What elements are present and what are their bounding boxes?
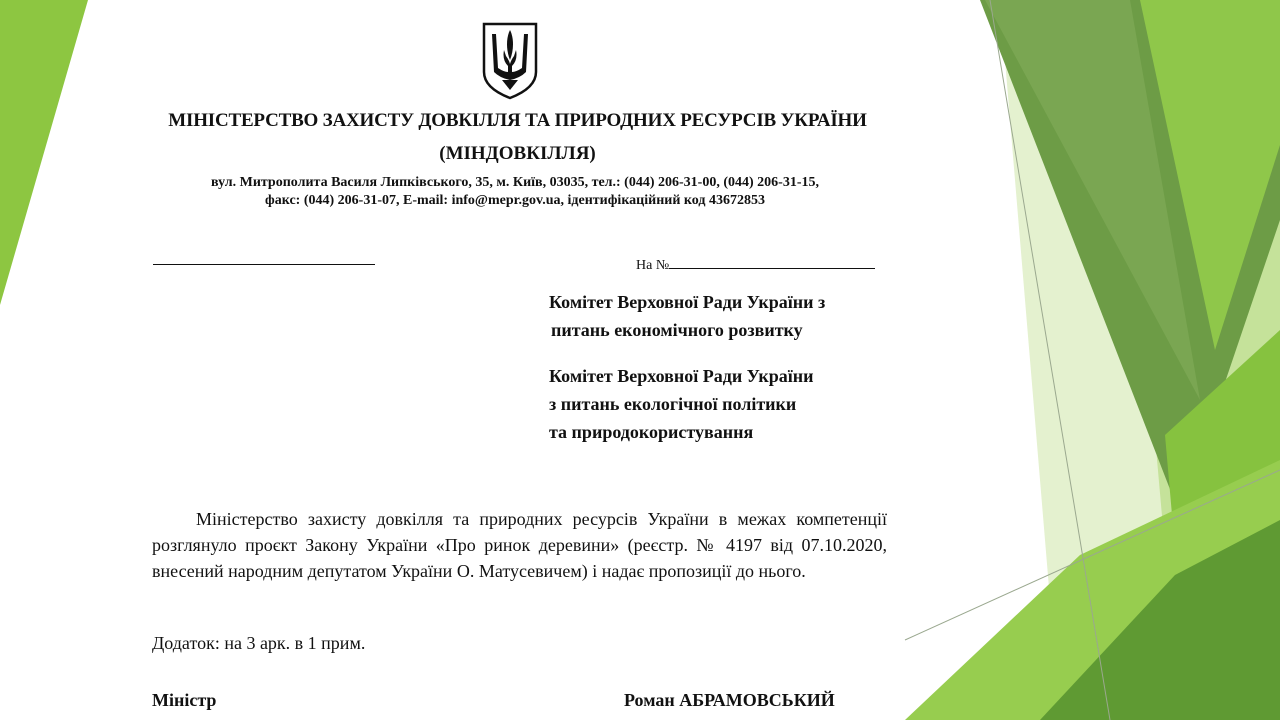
ministry-abbreviation: (МІНДОВКІЛЛЯ): [439, 143, 596, 164]
letter-body-paragraph: Міністерство захисту довкілля та природних ресурсів України в межах компетенції розглянуло проєкт Закону України «Про ринок деревини» (реєстр. № 4197 від 07.10.2020, внесений народним депутатом України О. Матусевичем) і надає пропозиції до нього.: [152, 509, 887, 581]
addressee-line: та природокористування: [549, 422, 754, 442]
reference-number: [636, 254, 875, 274]
attachment-note: Додаток: на 3 арк. в 1 прим.: [152, 633, 366, 653]
signatory-name: Роман АБРАМОВСЬКИЙ: [624, 690, 835, 710]
addressee-ecology-committee: [549, 362, 814, 446]
outgoing-number-blank: [153, 264, 375, 265]
ministry-name: МІНІСТЕРСТВО ЗАХИСТУ ДОВКІЛЛЯ ТА ПРИРОДНИХ РЕСУРСІВ УКРАЇНИ: [168, 110, 867, 131]
ministry-contacts: [140, 174, 890, 210]
reference-label: На №: [636, 258, 670, 273]
addressee-line: з питань екологічної політики: [549, 394, 797, 414]
trident-coat-of-arms-icon: [480, 20, 540, 100]
contacts-line: факс: (044) 206-31-07, E-mail: info@mepr.gov.ua, ідентифікаційний код 43672853: [265, 193, 765, 208]
addressee-line: Комітет Верховної Ради України: [549, 366, 814, 386]
reference-blank: [669, 254, 875, 269]
addressee-line: Комітет Верховної Ради України з: [549, 292, 826, 312]
addressee-economic-committee: [549, 288, 825, 344]
addressee-line: питань економічного розвитку: [551, 320, 803, 340]
signatory-role: Міністр: [152, 690, 217, 710]
address-line: вул. Митрополита Василя Липківського, 35, м. Київ, 03035, тел.: (044) 206-31-00, (044) 206-31-15,: [211, 175, 819, 190]
